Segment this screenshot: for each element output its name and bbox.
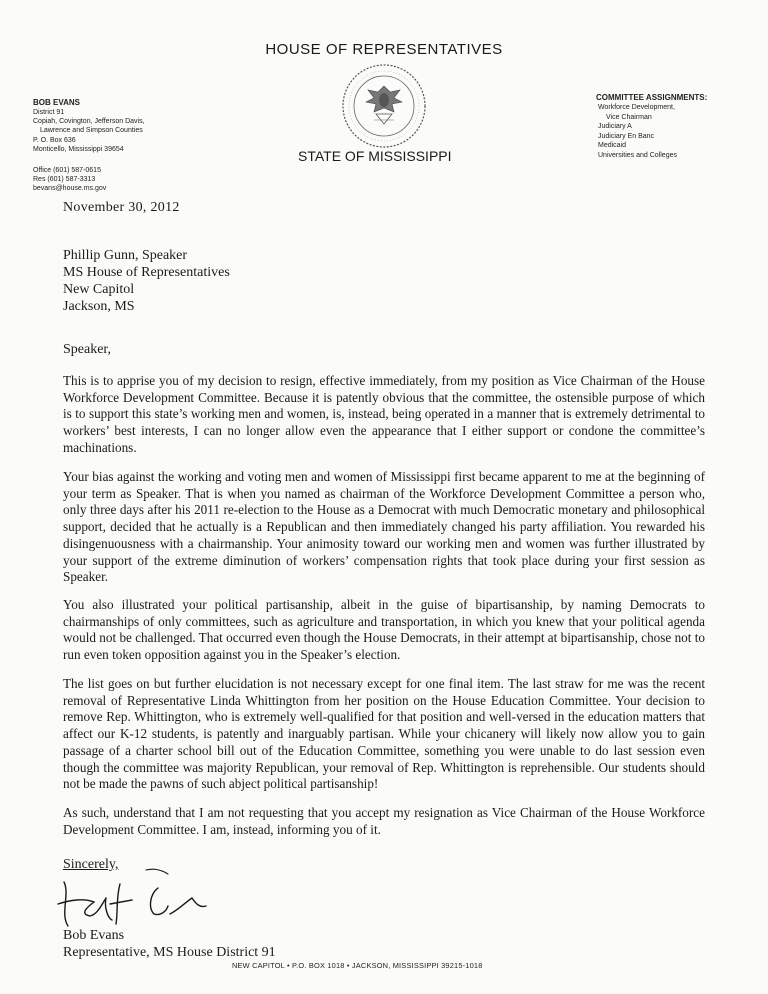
paragraph-3: You also illustrated your political partisanship, albeit in the guise of bipartisanship, by naming Democrats to chairmanships of only committees, such as agriculture and transportation, in which you knew that your political agenda would not be challenged. That occurred even though the House Democrats, in their attempt at bipartisanship, chose not to run even token opposition against you in the Speaker’s election. [63, 597, 705, 663]
sender-po-box: P. O. Box 636 [33, 136, 76, 144]
signature-title: Representative, MS House District 91 [63, 945, 276, 960]
paragraph-4: The list goes on but further elucidation is not necessary except for one final item. The last straw for me was the recent removal of Representative Linda Whittington from her position on the House Education Committee. Your decision to remove Rep. Whittington, who is extremely well-qualified for that position and well-versed in the education matters that affect our K-12 students, is patently and inarguably partisan. While your chicanery will likely now allow you to gain passage of a charter school bill out of the Education Committee, something you were unable to do last session even though the committee was majority Republican, your removal of Rep. Whittington is reprehensible. Our students should not be made the pawns of such abject political partisanship! [63, 676, 705, 792]
recipient-building: New Capitol [63, 282, 135, 297]
footer-address: NEW CAPITOL • P.O. BOX 1018 • JACKSON, MISSISSIPPI 39215-1018 [232, 961, 483, 970]
recipient-address [63, 247, 230, 315]
recipient-name: Phillip Gunn, Speaker [63, 248, 188, 263]
signature-name: Bob Evans [63, 928, 125, 943]
committee-heading: COMMITTEE ASSIGNMENTS: [596, 93, 708, 102]
committee-item: Vice Chairman [606, 113, 652, 121]
recipient-org: MS House of Representatives [63, 265, 230, 280]
sender-city: Monticello, Mississippi 39654 [33, 145, 124, 153]
state-seal-icon [340, 62, 428, 150]
house-title: HOUSE OF REPRESENTATIVES [265, 41, 503, 58]
paragraph-5: As such, understand that I am not requesting that you accept my resignation as Vice Chairman of the House Workforce Development Committee. I am, instead, informing you of it. [63, 805, 705, 837]
sender-contact [33, 166, 106, 194]
committee-item: Medicaid [598, 142, 627, 150]
sender-office-phone: Office (601) 587-0615 [33, 167, 101, 174]
recipient-city: Jackson, MS [63, 299, 135, 314]
sender-district: District 91 [33, 109, 65, 116]
sender-res-phone: Res (601) 587-3313 [33, 176, 96, 184]
committee-item: Universities and Colleges [598, 151, 677, 159]
paragraph-1: This is to apprise you of my decision to resign, effective immediately, from my position as Vice Chairman of the House Workforce Development Committee. Because it is patently obvious that the committee, the ostensible purpose of which is to support this state’s working men and women, is, instead, being operated in a manner that is extremely detrimental to workers’ best interests, I can no longer allow even the appearance that I either support or condone the committee’s machinations. [63, 373, 705, 455]
paragraph-2: Your bias against the working and voting men and women of Mississippi first became apparent to me at the beginning of your term as Speaker. That is when you named as chairman of the Workforce Development Committee a person who, only three days after his 2011 re-election to the House as a Democrat with much Democratic monetary and philosophical support, decided that he actually is a Republican and then immediately changed his party affiliation. You rewarded his disingenuousness with a chairmanship. Your animosity toward our working men and women was further illustrated by your support of the extreme diminution of workers’ compensation rights that took place during your first session as Speaker. [63, 469, 705, 585]
closing: Sincerely, [63, 857, 119, 872]
sender-block [33, 97, 145, 154]
committee-item: Workforce Development, [598, 104, 675, 111]
committee-item: Judiciary A [598, 123, 632, 131]
handwritten-signature-icon [50, 864, 220, 934]
committee-assignments [598, 92, 707, 161]
state-title: STATE OF MISSISSIPPI [298, 148, 452, 164]
sender-counties: Copiah, Covington, Jefferson Davis, [33, 118, 145, 126]
committee-item: Judiciary En Banc [598, 132, 655, 140]
letter-date: November 30, 2012 [63, 200, 180, 215]
sender-name: BOB EVANS [33, 98, 80, 107]
sender-email: bevans@house.ms.gov [33, 185, 107, 193]
sender-counties-cont: Lawrence and Simpson Counties [40, 127, 143, 135]
salutation: Speaker, [63, 342, 112, 357]
